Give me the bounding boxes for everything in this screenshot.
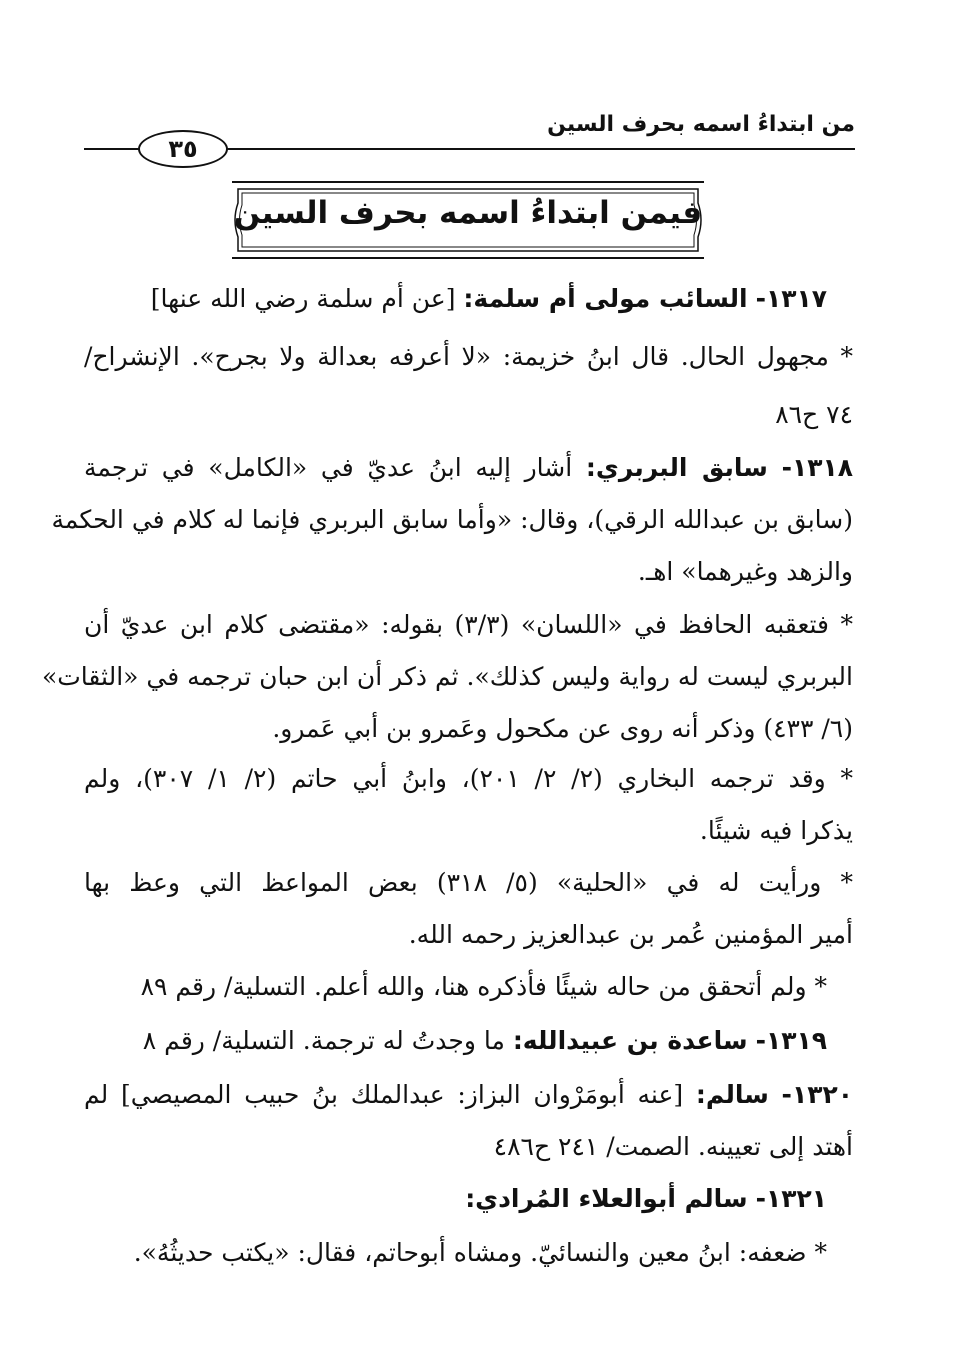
running-title: من ابتداءُ اسمه بحرف السين <box>547 112 855 137</box>
entry-heading: ١٣٢٠- سالم: [عنه أبومَرْوان البزاز: عبدالملك بنُ حبيب المصيصي] لم <box>84 1080 853 1109</box>
text-line: * ورأيت له في «الحلية» (٥/ ٣١٨) بعض المواعظ التي وعظ بها <box>84 868 854 897</box>
text-line: يذكرا فيه شيئًا. <box>699 816 853 845</box>
text-line: * مجهول الحال. قال ابنُ خزيمة: «لا أعرفه بعدالة ولا بجرح». الإنشراح/ <box>84 342 853 371</box>
page-number-oval <box>138 130 228 168</box>
text-line: * وقد ترجمه البخاري (٢/ ٢/ ٢٠١)، وابنُ أبي حاتم (٢/ ١/ ٣٠٧)، ولم <box>84 764 853 793</box>
entry-heading: ١٣١٩- ساعدة بن عبيدالله: ما وجدتُ له ترجمة. التسلية/ رقم ٨ <box>142 1026 827 1055</box>
text-line: والزهد وغيرهما» اهـ. <box>637 557 853 586</box>
text-line: البربري ليست له رواية وليس كذلك». ثم ذكر أن ابن حبان ترجمه في «الثقات» <box>41 662 853 691</box>
text-line: * فتعقبه الحافظ في «اللسان» (٣/٣) بقوله: «مقتضى كلام ابن عديّ أن <box>84 610 854 639</box>
text-line: * ضعفه: ابنُ معين والنسائيّ. ومشاه أبوحاتم، فقال: «يكتب حديثُهُ». <box>133 1238 827 1267</box>
text-line: أمير المؤمنين عُمر بن عبدالعزيز رحمه الله. <box>408 920 853 949</box>
text-line: * ولم أتحقق من حاله شيئًا فأذكره هنا، والله أعلم. التسلية/ رقم ٨٩ <box>140 972 827 1001</box>
page-number: ٣٥ <box>168 135 198 163</box>
entry-heading: ١٣١٨- سابق البربري: أشار إليه ابنُ عديّ في «الكامل» في ترجمة <box>84 453 853 482</box>
text-line: ٧٤ ح٨٦ <box>775 400 853 429</box>
text-line: (٦/ ٤٣٣) وذكر أنه روى عن مكحول وعَمرو بن أبي عَمرو. <box>272 714 853 743</box>
entry-heading: ١٣٢١- سالم أبوالعلاء المُرادي: <box>465 1184 827 1213</box>
text-line: (سابق بن عبدالله الرقي)، وقال: «وأما سابق البربري فإنما له كلام في الحكمة <box>51 505 853 534</box>
chapter-title: فيمن ابتداءُ اسمه بحرف السين <box>233 195 703 231</box>
entry-heading: ١٣١٧- السائب مولى أم سلمة: [عن أم سلمة رضي الله عنها] <box>150 284 827 313</box>
text-line: أهتد إلى تعيينه. الصمت/ ٢٤١ ح٤٨٦ <box>493 1132 853 1161</box>
chapter-title-frame <box>232 181 704 259</box>
